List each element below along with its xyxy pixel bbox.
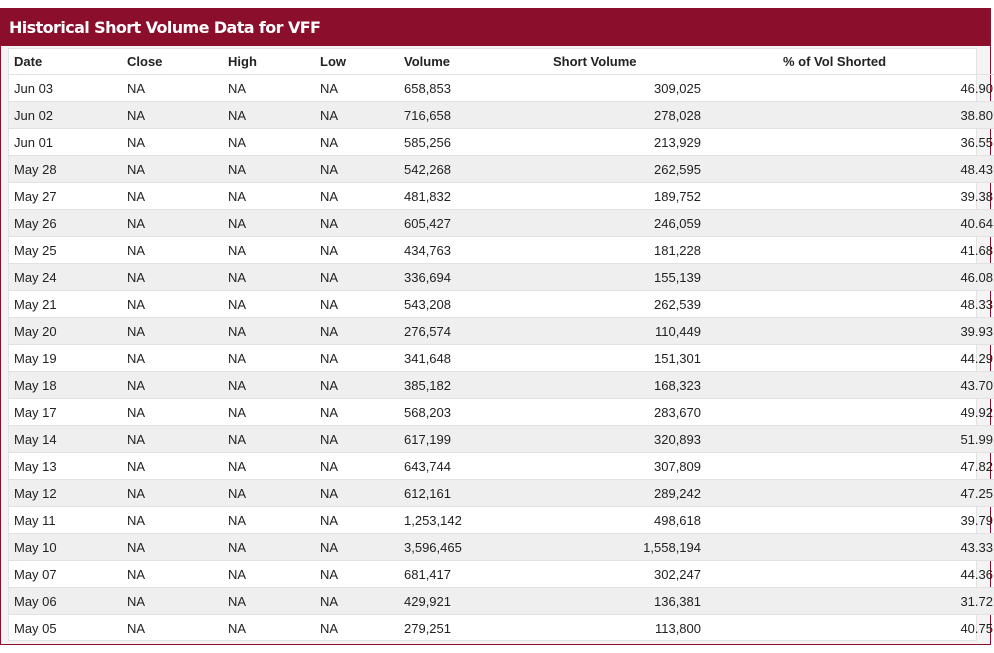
cell-pct-shorted: 40.75	[701, 615, 994, 642]
cell-high: NA	[228, 453, 320, 480]
cell-date: May 11	[9, 507, 127, 534]
cell-close: NA	[127, 426, 228, 453]
cell-volume: 605,427	[404, 210, 525, 237]
cell-close: NA	[127, 372, 228, 399]
cell-pct-shorted: 44.29	[701, 345, 994, 372]
cell-close: NA	[127, 75, 228, 102]
cell-low: NA	[320, 264, 404, 291]
cell-low: NA	[320, 210, 404, 237]
cell-close: NA	[127, 237, 228, 264]
cell-close: NA	[127, 345, 228, 372]
cell-short-volume: 309,025	[525, 75, 701, 102]
cell-close: NA	[127, 588, 228, 615]
cell-short-volume: 136,381	[525, 588, 701, 615]
cell-pct-shorted: 39.79	[701, 507, 994, 534]
cell-close: NA	[127, 156, 228, 183]
cell-close: NA	[127, 183, 228, 210]
short-volume-panel	[0, 8, 991, 645]
cell-date: May 17	[9, 399, 127, 426]
cell-short-volume: 289,242	[525, 480, 701, 507]
panel-title: Historical Short Volume Data for VFF	[1, 9, 990, 46]
cell-high: NA	[228, 102, 320, 129]
cell-volume: 3,596,465	[404, 534, 525, 561]
table-row	[9, 615, 994, 642]
cell-close: NA	[127, 453, 228, 480]
cell-pct-shorted: 47.82	[701, 453, 994, 480]
cell-date: May 26	[9, 210, 127, 237]
cell-volume: 279,251	[404, 615, 525, 642]
cell-pct-shorted: 40.64	[701, 210, 994, 237]
cell-close: NA	[127, 534, 228, 561]
cell-high: NA	[228, 426, 320, 453]
cell-close: NA	[127, 561, 228, 588]
table-row	[9, 291, 994, 318]
cell-close: NA	[127, 615, 228, 642]
cell-pct-shorted: 46.90	[701, 75, 994, 102]
cell-volume: 434,763	[404, 237, 525, 264]
cell-volume: 681,417	[404, 561, 525, 588]
cell-close: NA	[127, 507, 228, 534]
cell-short-volume: 168,323	[525, 372, 701, 399]
cell-pct-shorted: 31.72	[701, 588, 994, 615]
cell-date: May 18	[9, 372, 127, 399]
cell-pct-shorted: 46.08	[701, 264, 994, 291]
cell-short-volume: 155,139	[525, 264, 701, 291]
cell-volume: 643,744	[404, 453, 525, 480]
cell-date: May 24	[9, 264, 127, 291]
cell-volume: 658,853	[404, 75, 525, 102]
cell-low: NA	[320, 399, 404, 426]
cell-volume: 612,161	[404, 480, 525, 507]
cell-high: NA	[228, 345, 320, 372]
cell-low: NA	[320, 372, 404, 399]
cell-volume: 341,648	[404, 345, 525, 372]
cell-date: Jun 03	[9, 75, 127, 102]
cell-volume: 385,182	[404, 372, 525, 399]
cell-close: NA	[127, 264, 228, 291]
cell-short-volume: 246,059	[525, 210, 701, 237]
cell-short-volume: 189,752	[525, 183, 701, 210]
cell-low: NA	[320, 480, 404, 507]
cell-short-volume: 278,028	[525, 102, 701, 129]
cell-pct-shorted: 38.80	[701, 102, 994, 129]
cell-low: NA	[320, 561, 404, 588]
cell-short-volume: 151,301	[525, 345, 701, 372]
table-row	[9, 399, 994, 426]
cell-low: NA	[320, 318, 404, 345]
cell-high: NA	[228, 237, 320, 264]
cell-close: NA	[127, 210, 228, 237]
cell-date: May 12	[9, 480, 127, 507]
cell-short-volume: 262,539	[525, 291, 701, 318]
cell-close: NA	[127, 291, 228, 318]
cell-low: NA	[320, 453, 404, 480]
table-row	[9, 318, 994, 345]
cell-short-volume: 283,670	[525, 399, 701, 426]
cell-pct-shorted: 48.43	[701, 156, 994, 183]
cell-short-volume: 110,449	[525, 318, 701, 345]
table-row	[9, 480, 994, 507]
cell-short-volume: 262,595	[525, 156, 701, 183]
table-row	[9, 453, 994, 480]
cell-high: NA	[228, 129, 320, 156]
cell-low: NA	[320, 426, 404, 453]
cell-close: NA	[127, 399, 228, 426]
cell-high: NA	[228, 534, 320, 561]
cell-date: May 27	[9, 183, 127, 210]
cell-high: NA	[228, 399, 320, 426]
cell-pct-shorted: 39.38	[701, 183, 994, 210]
cell-low: NA	[320, 345, 404, 372]
cell-high: NA	[228, 210, 320, 237]
cell-volume: 481,832	[404, 183, 525, 210]
cell-date: Jun 01	[9, 129, 127, 156]
table-row	[9, 210, 994, 237]
cell-low: NA	[320, 75, 404, 102]
short-volume-table	[9, 49, 994, 641]
cell-short-volume: 498,618	[525, 507, 701, 534]
column-header-low: Low	[320, 54, 346, 69]
cell-short-volume: 113,800	[525, 615, 701, 642]
cell-pct-shorted: 43.70	[701, 372, 994, 399]
cell-date: May 19	[9, 345, 127, 372]
table-row	[9, 183, 994, 210]
cell-volume: 429,921	[404, 588, 525, 615]
cell-low: NA	[320, 534, 404, 561]
cell-high: NA	[228, 183, 320, 210]
table-row	[9, 156, 994, 183]
cell-high: NA	[228, 372, 320, 399]
cell-pct-shorted: 43.33	[701, 534, 994, 561]
cell-date: May 07	[9, 561, 127, 588]
cell-high: NA	[228, 588, 320, 615]
table-row	[9, 75, 994, 102]
column-header-close: Close	[127, 54, 163, 69]
cell-pct-shorted: 36.55	[701, 129, 994, 156]
table-row	[9, 345, 994, 372]
cell-date: Jun 02	[9, 102, 127, 129]
cell-volume: 542,268	[404, 156, 525, 183]
cell-volume: 1,253,142	[404, 507, 525, 534]
cell-volume: 617,199	[404, 426, 525, 453]
cell-pct-shorted: 49.92	[701, 399, 994, 426]
cell-low: NA	[320, 615, 404, 642]
column-header-date: Date	[14, 54, 43, 69]
cell-high: NA	[228, 291, 320, 318]
table-body	[9, 75, 994, 642]
cell-high: NA	[228, 156, 320, 183]
cell-high: NA	[228, 75, 320, 102]
cell-pct-shorted: 41.68	[701, 237, 994, 264]
cell-date: May 14	[9, 426, 127, 453]
cell-short-volume: 1,558,194	[525, 534, 701, 561]
cell-date: May 25	[9, 237, 127, 264]
cell-high: NA	[228, 480, 320, 507]
cell-volume: 276,574	[404, 318, 525, 345]
cell-date: May 06	[9, 588, 127, 615]
cell-low: NA	[320, 291, 404, 318]
cell-date: May 10	[9, 534, 127, 561]
table-header-row	[9, 49, 994, 75]
table-row	[9, 426, 994, 453]
cell-pct-shorted: 47.25	[701, 480, 994, 507]
table-row	[9, 561, 994, 588]
cell-pct-shorted: 51.99	[701, 426, 994, 453]
cell-pct-shorted: 48.33	[701, 291, 994, 318]
cell-close: NA	[127, 129, 228, 156]
cell-low: NA	[320, 102, 404, 129]
cell-high: NA	[228, 318, 320, 345]
table-row	[9, 237, 994, 264]
table-row	[9, 534, 994, 561]
cell-date: May 21	[9, 291, 127, 318]
cell-close: NA	[127, 318, 228, 345]
column-header-high: High	[228, 54, 257, 69]
cell-short-volume: 181,228	[525, 237, 701, 264]
cell-low: NA	[320, 588, 404, 615]
table-row	[9, 102, 994, 129]
cell-date: May 28	[9, 156, 127, 183]
cell-short-volume: 320,893	[525, 426, 701, 453]
cell-date: May 05	[9, 615, 127, 642]
cell-volume: 336,694	[404, 264, 525, 291]
table-row	[9, 588, 994, 615]
column-header-pct-shorted: % of Vol Shorted	[783, 54, 887, 69]
cell-close: NA	[127, 102, 228, 129]
cell-short-volume: 307,809	[525, 453, 701, 480]
cell-pct-shorted: 39.93	[701, 318, 994, 345]
cell-high: NA	[228, 507, 320, 534]
cell-close: NA	[127, 480, 228, 507]
cell-volume: 716,658	[404, 102, 525, 129]
cell-volume: 568,203	[404, 399, 525, 426]
table-row	[9, 507, 994, 534]
cell-volume: 585,256	[404, 129, 525, 156]
cell-high: NA	[228, 561, 320, 588]
cell-short-volume: 302,247	[525, 561, 701, 588]
column-header-short-volume: Short Volume	[553, 54, 637, 69]
cell-volume: 543,208	[404, 291, 525, 318]
table-row	[9, 264, 994, 291]
cell-low: NA	[320, 507, 404, 534]
column-header-volume: Volume	[404, 54, 450, 69]
cell-low: NA	[320, 237, 404, 264]
table-row	[9, 372, 994, 399]
table-row	[9, 129, 994, 156]
cell-date: May 20	[9, 318, 127, 345]
cell-low: NA	[320, 156, 404, 183]
cell-date: May 13	[9, 453, 127, 480]
cell-high: NA	[228, 615, 320, 642]
cell-pct-shorted: 44.36	[701, 561, 994, 588]
cell-short-volume: 213,929	[525, 129, 701, 156]
short-volume-table-container	[8, 48, 993, 641]
cell-low: NA	[320, 129, 404, 156]
cell-low: NA	[320, 183, 404, 210]
cell-high: NA	[228, 264, 320, 291]
